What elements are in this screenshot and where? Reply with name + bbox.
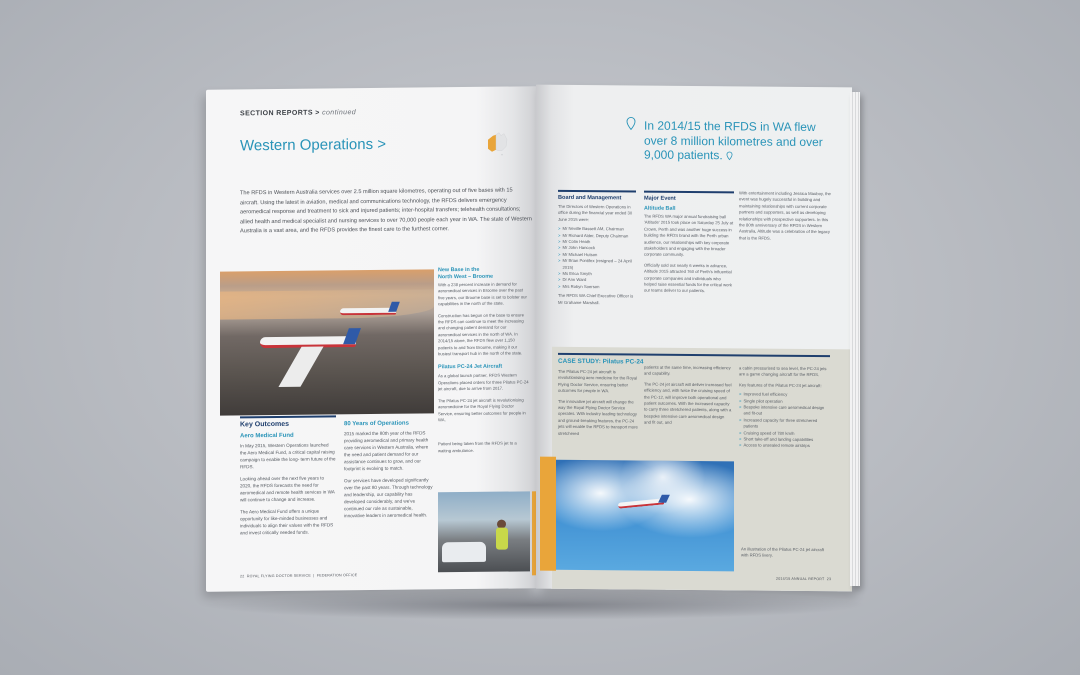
- case-study-col-2: [644, 365, 732, 427]
- feature-text: Single pilot operation: [743, 398, 783, 404]
- key-outcomes-section: [240, 420, 336, 536]
- case-col3-para-2: Key features of the Pilatus PC-24 jet aircraft:: [739, 382, 822, 388]
- right-page: [536, 85, 852, 592]
- feature-text: Access to unsealed remote airstrips: [743, 442, 810, 449]
- publication-name: ROYAL FLYING DOCTOR SERVICE: [246, 573, 311, 579]
- key-outcomes-heading: Key Outcomes: [240, 420, 290, 429]
- kicker-label: SECTION REPORTS: [240, 109, 313, 118]
- major-event-section: [644, 196, 734, 296]
- aircraft-over-perth-photo: [220, 269, 434, 415]
- right-footer: [776, 577, 831, 581]
- eighty-years-section: [344, 420, 434, 519]
- feature-text: Bespoke intensive care aeromedical design and fit-out: [743, 404, 825, 417]
- kicker-separator: >: [312, 109, 323, 117]
- chevron-right-icon: >: [739, 430, 742, 436]
- pc24-para-1: As a global launch partner, RFDS Western Operations placed orders for three Pilatus PC-24 jet aircraft, due to arrive from 2017.: [438, 372, 529, 392]
- case-study-label: CASE STUDY:: [558, 357, 601, 366]
- feature-text: Improved fuel efficiency: [743, 391, 788, 398]
- new-base-column: [438, 266, 530, 454]
- key-outcomes-rule: [240, 415, 336, 418]
- chevron-right-icon: >: [558, 270, 561, 276]
- pc24-jet-tail-shape: [658, 495, 670, 503]
- case-col2-para-2: The PC-24 jet aircraft will deliver increased fuel efficiency and, with twice the cruising speed of the PC-12, will improve both operational and patient outcomes. With the increased capacity to carry three stretchered patients, along with a bespoke intensive care aeromedical design and fit out, and: [644, 381, 732, 426]
- chevron-right-icon: >: [739, 417, 742, 423]
- pc24-para-2: The Pilatus PC-24 jet aircraft is revolutionising aeromedicine for the Royal Flying Doctor Service, ensuring better outcomes for people in WA.: [438, 397, 526, 423]
- chevron-right-icon: >: [739, 404, 742, 410]
- jet-in-sky-illustration: [556, 460, 734, 572]
- key-outcomes-para-1: In May 2015, Western Operations launched the Aero Medical Fund, a critical capital raising campaign to enable the long- term future of the RFDS.: [240, 442, 336, 470]
- footer-section: FEDERATION OFFICE: [316, 573, 358, 578]
- case-col1-para-2: The innovative jet aircraft will change the way the Royal Flying Doctor Service operates. With industry leading technology and ground-breaking features, the PC-24 jets will enable the RFDS to transport more stretchered: [558, 398, 638, 436]
- aircraft-wing-shape: [278, 346, 323, 386]
- left-page: [206, 86, 536, 591]
- board-member-name: Ms Erica Smyth: [562, 270, 592, 277]
- feature-text: Increased capacity for three stretchered patients: [743, 417, 818, 429]
- case-col1-para-1: The Pilatus PC-24 jet aircraft is revolutionising aero medicine for the Royal Flying Doctor Service, ensuring better outcomes for people in WA.: [558, 368, 638, 394]
- board-intro: The Directors of Western Operations in office during the financial year ended 30 June 2015 were:: [558, 203, 633, 222]
- aircraft-tail-shape: [343, 328, 361, 344]
- major-event-para-3: With entertainment including Jessica Mauboy, the event was hugely successful in building and maintaining relationships with current corporate partners and supporters, as well as developing relationships with prospective supporters. In this the 80th anniversary of the RFDS in Western Australia, Altitude was a celebration of the legacy that is the RFDS.: [739, 190, 831, 241]
- orange-accent-block: [540, 457, 556, 571]
- chevron-right-icon: >: [558, 251, 561, 257]
- board-member-name: Mr Michael Hutson: [562, 251, 598, 258]
- board-member: [558, 258, 636, 271]
- book-shadow: [200, 590, 870, 620]
- key-outcomes-para-3: The Aero Medical Fund offers a unique opportunity for like-minded businesses and individuals to align their values with the RFDS and invest critically needed funds.: [240, 508, 334, 536]
- new-base-heading-1: New Base in the: [438, 266, 480, 274]
- entertainment-column: [739, 190, 831, 242]
- feature-item: [739, 443, 831, 450]
- australia-map-icon: [486, 131, 508, 157]
- board-member: [558, 284, 636, 291]
- paramedic-vest-shape: [496, 528, 508, 550]
- chevron-right-icon: >: [739, 442, 742, 448]
- page-stack-edge: [850, 92, 860, 586]
- page-title: Western Operations >: [240, 135, 387, 155]
- left-page-number: 22: [240, 574, 245, 579]
- case-col3-para-1: a cabin pressurised to sea level, the PC-24 jets are a game changing aircraft for the RFDS.: [739, 365, 827, 378]
- case-col2-para-1: patients at the same time, increasing efficiency and capability.: [644, 364, 731, 377]
- board-member-name: Mr Brian Pontifex (resigned – 24 April 2015): [562, 258, 632, 270]
- board-member-name: Mr John Hancock: [562, 245, 596, 251]
- highlight-quote: [644, 119, 824, 164]
- location-pin-icon-small: [726, 151, 733, 160]
- board-heading: Board and Management: [558, 194, 622, 202]
- chevron-right-icon: >: [558, 277, 561, 283]
- chevron-right-icon: >: [558, 283, 561, 289]
- intro-paragraph: The RFDS in Western Australia services over 2.5 million square kilometres, operating out of five bases with 15 aircraft. Using the latest in aviation, medical and communications technology, the RFDS delivers emergency aeromedical response and treatment to sick and injured patients; inter-hospital transfers; telehealth consultations; allied health and medical specialist and nursing services to over 70,000 people each year in WA. The state of Western Australia is a vast area, and the RFDS provides the finest care to the furthest corner.: [240, 187, 532, 235]
- eighty-years-para-1: 2015 marked the 80th year of the RFDS providing aeromedical and primary health care services in Western Australia, where the need and patient demand for our assistance continues to grow, and our footprint is evolving to match.: [344, 430, 429, 472]
- chevron-right-icon: >: [558, 232, 561, 238]
- major-event-heading: Major Event: [644, 195, 676, 202]
- altitude-ball-heading: Altitude Ball: [644, 205, 676, 212]
- case-study-col-3: [739, 365, 831, 450]
- jet-illustration-caption-box: [741, 546, 831, 560]
- board-member-name: Mr Neville Bassett AM, Chairman: [562, 226, 624, 232]
- major-event-para-1: The RFDS WA major annual fundraising ball 'Altitude' 2015 took place on Saturday 25 July at Crown, Perth and was another huge success in building the RFDS brand with the Perth urban audience, our relationships with key corporate stakeholders and engaging with the broader corporate community.: [644, 213, 734, 258]
- board-member-name: Mr Richard Alder, Deputy Chairman: [562, 232, 629, 239]
- left-footer: [240, 573, 357, 578]
- feature-item: [739, 417, 831, 431]
- kicker-continued: continued: [322, 109, 357, 117]
- board-members-list: [558, 226, 636, 291]
- major-event-rule: [644, 191, 734, 194]
- stretcher-shape: [442, 542, 486, 562]
- patient-photo-caption: Patient being taken from the RFDS jet to a waiting ambulance.: [438, 440, 517, 454]
- new-base-para-1: With a 238 percent increase in demand for aeromedical services in Broome over the past five years, our Broome base is set to bolster our capabilities in the north of the state.: [438, 281, 527, 307]
- feature-text: Short take-off and landing capabilities: [743, 436, 814, 443]
- board-rule: [558, 190, 636, 193]
- key-outcomes-para-2: Looking ahead over the next five years to 2020, the RFDS forecasts the need for aeromedical and remote health services in WA will continue to change and increase.: [240, 475, 335, 503]
- location-pin-icon: [626, 116, 636, 130]
- board-management-section: [558, 195, 636, 307]
- chevron-right-icon: >: [558, 226, 561, 232]
- eighty-years-heading: 80 Years of Operations: [344, 420, 409, 428]
- footer-separator: |: [313, 573, 315, 578]
- right-page-number: 23: [826, 577, 832, 582]
- case-study-title: Pilatus PC-24: [602, 358, 644, 366]
- features-list: [739, 392, 831, 450]
- chevron-right-icon: >: [739, 436, 742, 442]
- quote-text: In 2014/15 the RFDS in WA flew over 8 million kilometres and over 9,000 patients.: [644, 118, 823, 163]
- pc24-heading: Pilatus PC-24 Jet Aircraft: [438, 364, 503, 371]
- section-kicker: [240, 109, 356, 117]
- patient-transfer-photo: [438, 491, 530, 572]
- feature-item: [739, 404, 831, 418]
- new-base-para-2: Construction has begun on the base to ensure the RFDS can continue to meet the increasing and changing patient demand for our aeromedical services in the north of WA. In 2014/15 alone, the RFDS flew over 1,150 patients to and from Broome, making it our busiest transport hub in the north of the state.: [438, 312, 524, 357]
- jet-illustration-caption: An illustration of the Pilatus PC-24 jet aircraft with RFDS livery.: [741, 546, 825, 559]
- pc24-jet-shape: [618, 498, 664, 508]
- chevron-right-icon: >: [558, 258, 561, 264]
- case-study-heading: [558, 358, 643, 366]
- chevron-right-icon: >: [739, 391, 742, 397]
- feature-text: Cruising speed of 780 km/h: [743, 430, 795, 436]
- chevron-right-icon: >: [739, 398, 742, 404]
- river-shape: [220, 289, 434, 319]
- eighty-years-para-2: Our services have developed significantly over the past 80 years. Through technology and leadership, our capability has developed considerably, and we've continued our role as sustainable, innovative leaders in aeromedical health.: [344, 477, 433, 519]
- major-event-para-2: Officially sold out nearly 6 weeks in advance, Altitude 2015 attracted 760 of Perth's influential corporate companies and individuals who helped raise essential funds for the critical work our teams deliver to our patients.: [644, 262, 732, 294]
- board-member-name: Mrs Robyn Soerson: [562, 283, 600, 290]
- ceo-note: The RFDS WA Chief Executive Officer is Mr Grahame Marshall.: [558, 293, 634, 305]
- new-base-heading-2: North West – Broome: [438, 273, 494, 281]
- aero-medical-fund-heading: Aero Medical Fund: [240, 432, 294, 440]
- case-study-col-1: [558, 369, 638, 438]
- board-member-name: Mr Colin Heath: [562, 238, 591, 245]
- chevron-right-icon: >: [558, 245, 561, 251]
- report-name: 2014/15 ANNUAL REPORT: [776, 576, 825, 582]
- board-member-name: Dr Ann Ward: [562, 277, 587, 283]
- chevron-right-icon: >: [558, 238, 561, 244]
